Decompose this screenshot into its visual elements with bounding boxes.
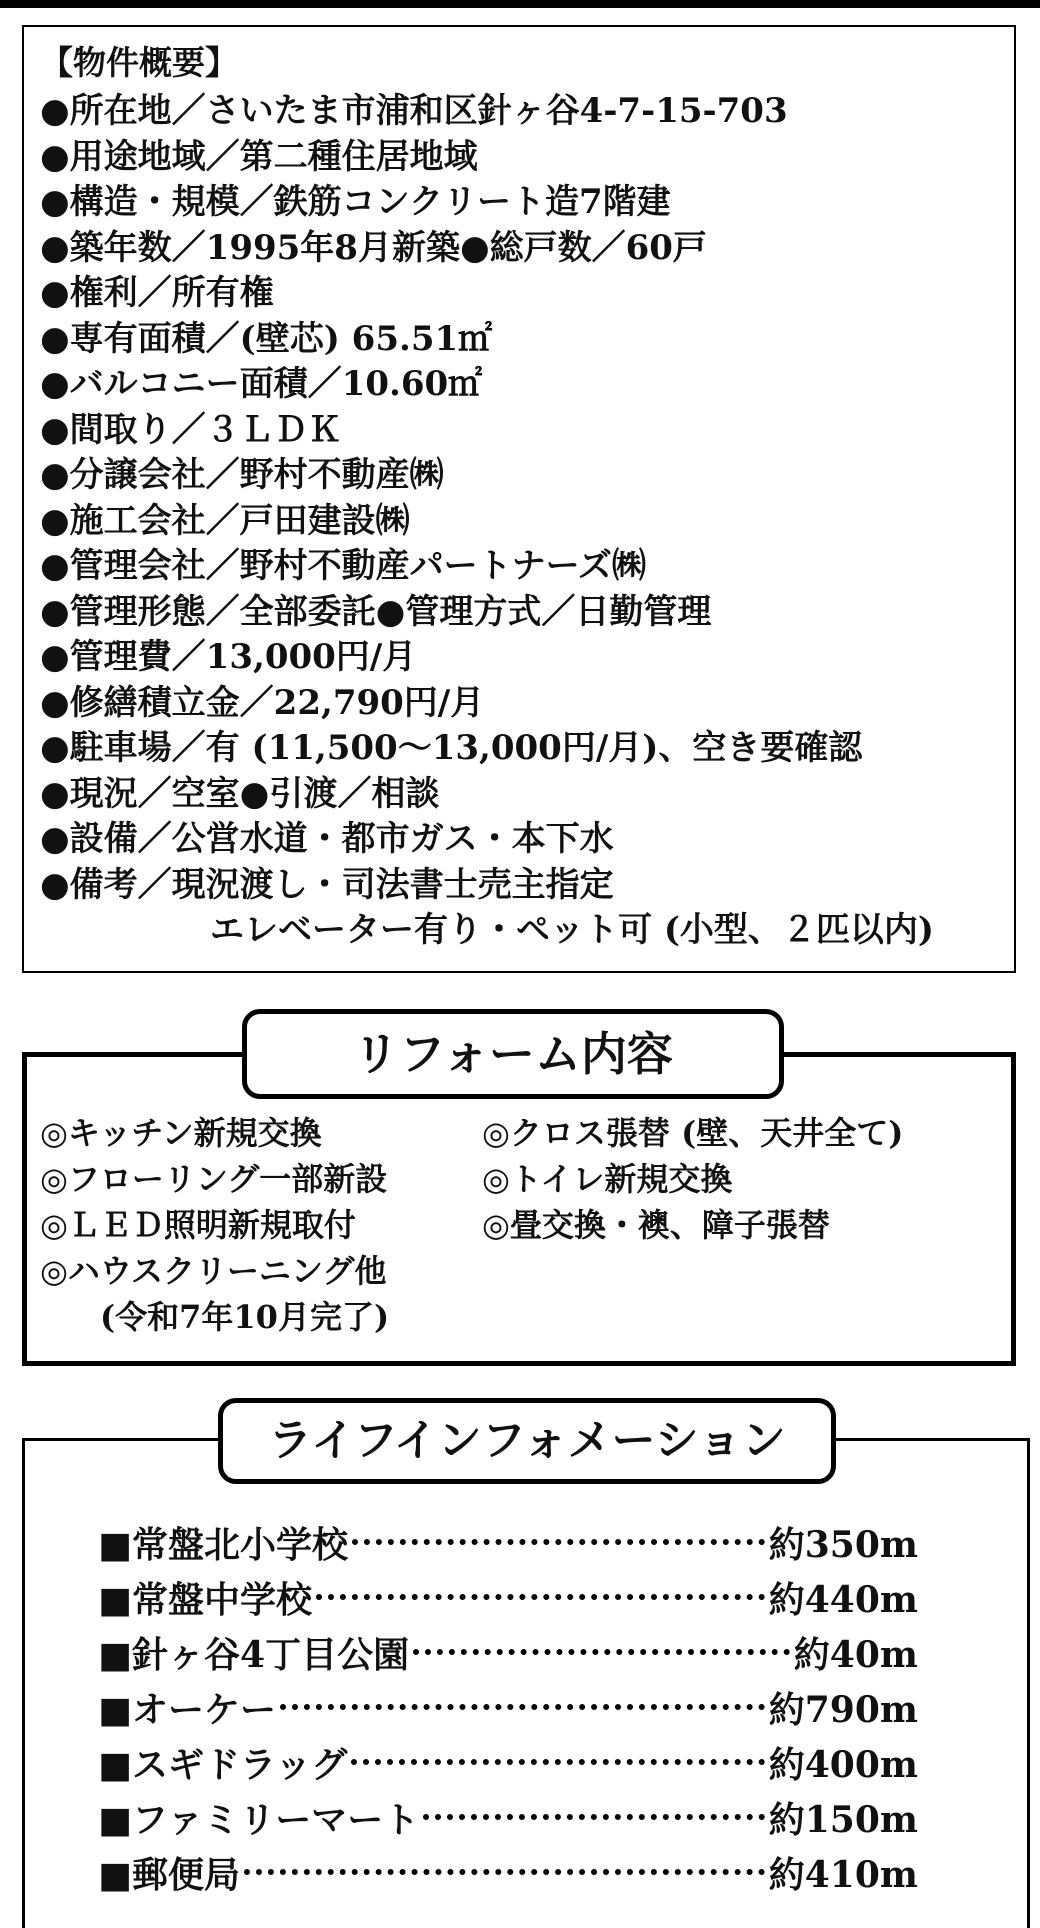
overview-floor-area: ●専有面積／(壁芯) 65.51㎡ [40,318,493,359]
dot-leader [413,1649,790,1655]
reform-left-column [40,1110,470,1340]
life-info-row [98,1848,918,1903]
life-info-title: ライフインフォメーション [218,1398,836,1484]
life-info-row [98,1573,918,1628]
facility-name: ■オーケー [98,1689,277,1731]
overview-status: ●現況／空室●引渡／相談 [40,773,440,814]
overview-zoning: ●用途地域／第二種住居地域 [40,136,478,177]
dot-leader [244,1869,765,1875]
life-info-row [98,1683,918,1738]
reform-completion-note: (令和7年10月完了) [100,1298,390,1336]
overview-rights: ●権利／所有権 [40,273,274,313]
life-info-row [98,1738,918,1793]
overview-balcony-area: ●バルコニー面積／10.60㎡ [40,364,483,404]
dot-leader [352,1539,765,1545]
facility-distance: 約410m [768,1854,918,1896]
overview-management-company: ●管理会社／野村不動産パートナーズ㈱ [40,546,646,586]
facility-distance: 約790m [768,1689,918,1731]
reform-title: リフォーム内容 [242,1009,784,1099]
facility-name: ■常盤中学校 [98,1579,313,1621]
overview-management-fee: ●管理費／13,000円/月 [40,637,417,677]
life-info-list [98,1518,918,1903]
overview-built-year: ●築年数／1995年8月新築●総戸数／60戸 [40,227,707,268]
life-info-row [98,1628,918,1683]
facility-distance: 約350m [768,1524,918,1566]
overview-facilities: ●設備／公営水道・都市ガス・本下水 [40,819,614,859]
facility-name: ■針ヶ谷4丁目公園 [98,1634,410,1676]
dot-leader [351,1759,764,1765]
reform-item: ◎ハウスクリーニング他 [40,1252,387,1290]
overview-management-type: ●管理形態／全部委託●管理方式／日勤管理 [40,591,712,632]
overview-developer: ●分譲会社／野村不動産㈱ [40,455,444,495]
facility-name: ■常盤北小学校 [98,1524,349,1566]
overview-location: ●所在地／さいたま市浦和区針ヶ谷4-7-15-703 [40,91,788,131]
reform-item: ◎ＬＥＤ照明新規取付 [40,1206,356,1244]
facility-name: ■スギドラッグ [98,1744,348,1786]
facility-distance: 約400m [768,1744,918,1786]
overview-layout: ●間取り／３ＬＤＫ [40,409,342,450]
reform-item: ◎トイレ新規交換 [482,1160,733,1198]
dot-leader [280,1704,765,1710]
overview-list [40,89,1000,954]
dot-leader [423,1814,764,1820]
life-info-row [98,1518,918,1573]
reform-item: ◎フローリング一部新設 [40,1160,388,1198]
facility-name: ■郵便局 [98,1854,241,1896]
top-rule [0,0,1040,8]
overview-parking: ●駐車場／有 (11,500～13,000円/月)、空き要確認 [40,728,863,768]
reform-item: ◎畳交換・襖、障子張替 [482,1206,830,1244]
overview-remarks-continued: エレベーター有り・ペット可 (小型、２匹以内) [210,910,935,950]
reform-right-column [482,1110,1012,1248]
overview-constructor: ●施工会社／戸田建設㈱ [40,500,410,541]
overview-remarks: ●備考／現況渡し・司法書士売主指定 [40,864,614,905]
overview-repair-reserve: ●修繕積立金／22,790円/月 [40,682,485,723]
facility-distance: 約40m [793,1634,918,1676]
property-overview-box [22,25,1016,973]
facility-distance: 約440m [768,1579,918,1621]
facility-name: ■ファミリーマート [98,1799,420,1841]
dot-leader [316,1594,765,1600]
reform-item: ◎キッチン新規交換 [40,1114,322,1152]
overview-structure: ●構造・規模／鉄筋コンクリート造7階建 [40,182,671,222]
overview-heading: 【物件概要】 [40,43,238,82]
reform-item: ◎クロス張替 (壁、天井全て) [482,1114,904,1152]
facility-distance: 約150m [768,1799,918,1841]
life-info-row [98,1793,918,1848]
